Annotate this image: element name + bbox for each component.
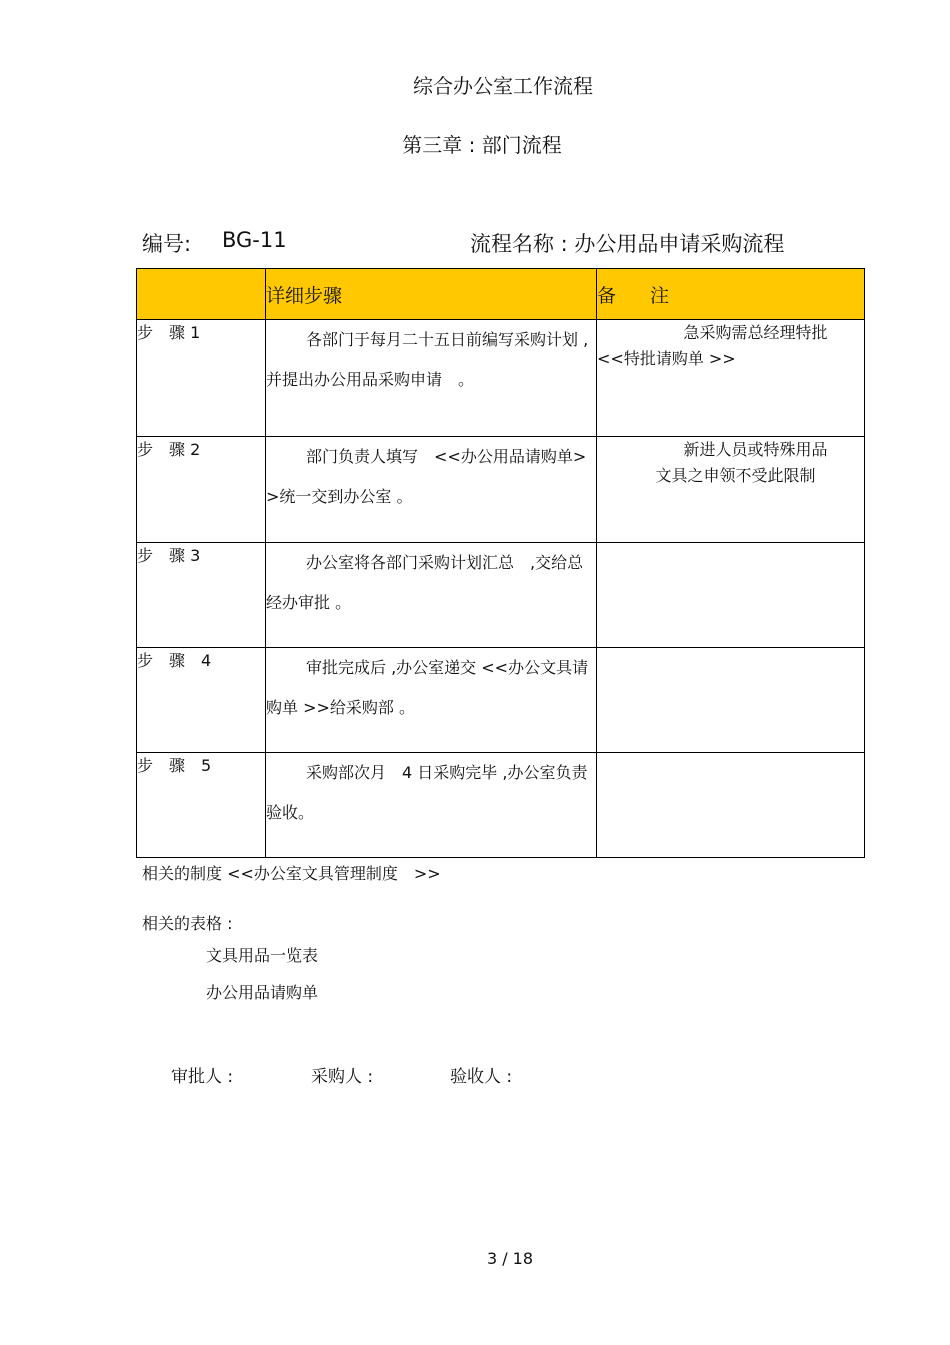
step-note [597,320,865,437]
note-line-1: 急采购需总经理特批 [683,323,828,342]
document-title: 综合办公室工作流程 [413,74,593,98]
purchaser-signature: 采购人 : [311,1067,374,1087]
step-note [597,753,865,858]
header-note-char-1: 备 [597,284,617,307]
step-label: 步 骤 2 [137,437,266,543]
chapter-title: 第三章 : 部门流程 [402,133,562,157]
table-row [137,648,865,753]
process-code [142,228,287,258]
process-name: 流程名称 : 办公用品申请采购流程 [470,232,785,256]
related-form-item: 文具用品一览表 [206,946,319,965]
step-detail: 各部门于每月二十五日前编写采购计划 ,并提出办公用品采购申请 。 [266,320,597,437]
step-detail: 部门负责人填写 <<办公用品请购单>>统一交到办公室 。 [266,437,597,543]
table-header-row [137,269,865,320]
approver-signature: 审批人 : [171,1067,234,1087]
table-row [137,543,865,648]
table-row [137,437,865,543]
note-line-1: 新进人员或特殊用品 [683,440,828,459]
header-note-char-2: 注 [650,284,670,307]
step-note [597,437,865,543]
step-label: 步 骤 3 [137,543,266,648]
step-detail: 办公室将各部门采购计划汇总 ,交给总经办审批 。 [266,543,597,648]
header-detail: 详细步骤 [266,269,597,320]
related-form-item: 办公用品请购单 [206,983,319,1002]
header-step-cell [137,269,266,320]
table-row [137,320,865,437]
page-number: 3 / 18 [486,1249,534,1268]
step-note [597,648,865,753]
step-label: 步 骤 4 [137,648,266,753]
process-table [136,268,865,858]
table-row [137,753,865,858]
related-forms-label: 相关的表格 : [142,914,233,933]
step-note [597,543,865,648]
process-code-label: 编号: [142,232,192,256]
step-detail: 审批完成后 ,办公室递交 <<办公文具请购单 >>给采购部 。 [266,648,597,753]
related-system: 相关的制度 <<办公室文具管理制度 >> [142,864,441,883]
receiver-signature: 验收人 : [450,1067,513,1087]
process-code-value: BG-11 [222,228,287,252]
header-note [597,269,865,320]
step-detail: 采购部次月 4 日采购完毕 ,办公室负责验收。 [266,753,597,858]
note-line-2: <<特批请购单 >> [597,349,736,368]
step-label: 步 骤 5 [137,753,266,858]
note-line-2: 文具之申领不受此限制 [655,466,816,485]
step-label: 步 骤 1 [137,320,266,437]
